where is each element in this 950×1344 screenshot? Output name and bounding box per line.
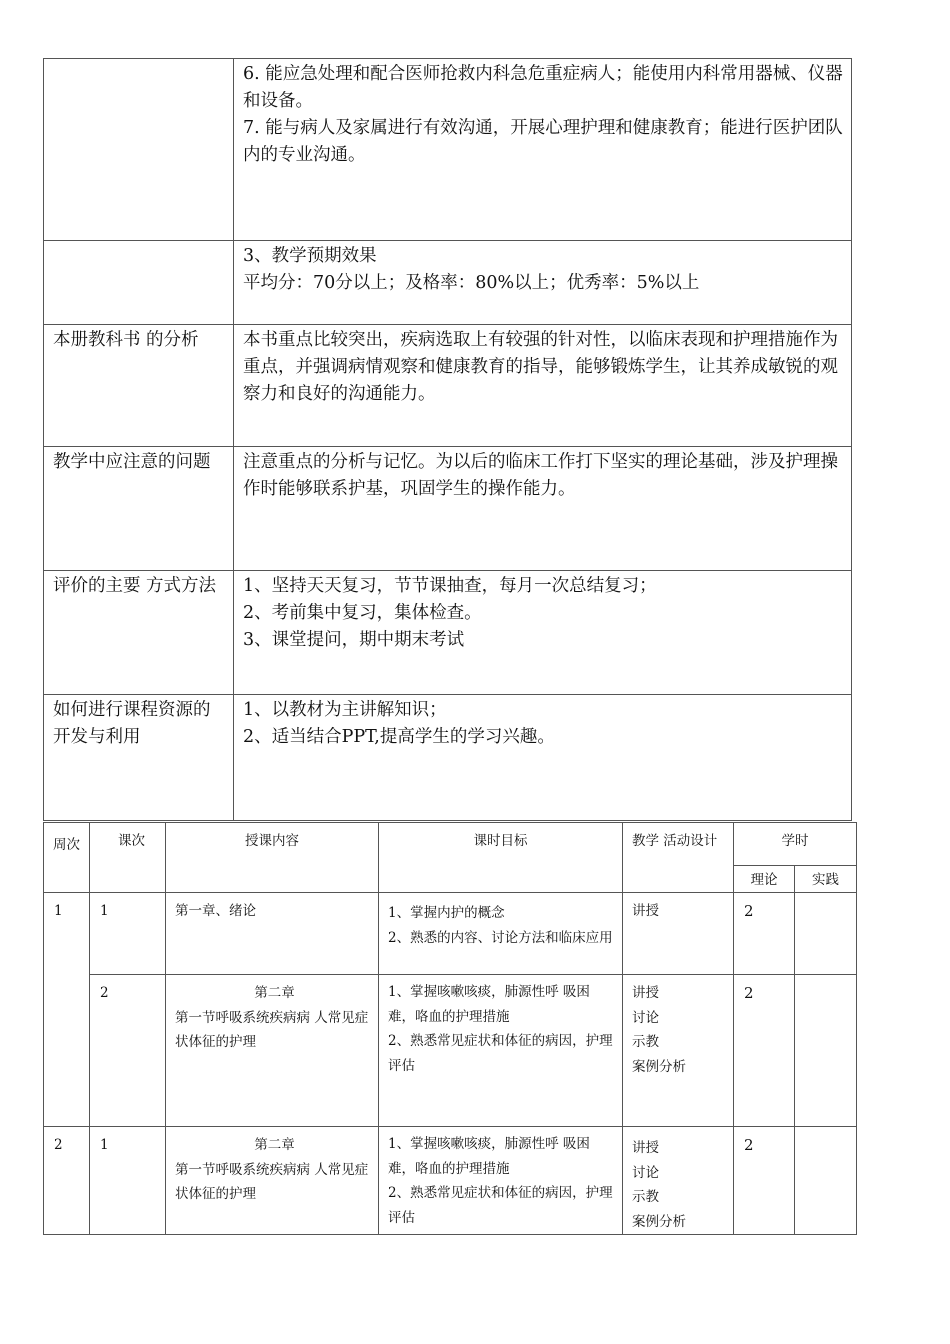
textbook-analysis-text: 本书重点比较突出，疾病选取上有较强的针对性，以临床表现和护理措施作为重点，并强调病情观察和健康教育的指导，能够锻炼学生，让其养成敏锐的观察力和良好的沟通能力。 (243, 330, 838, 404)
textbook-analysis-row (44, 325, 852, 447)
resources-item: 2、适当结合PPT,提高学生的学习兴趣。 (243, 727, 555, 747)
header-hours: 学时 (734, 823, 857, 866)
schedule-table (43, 822, 857, 1235)
expected-heading: 3、教学预期效果 (243, 246, 377, 266)
header-goal: 课时目标 (379, 823, 623, 893)
content-cell (166, 975, 379, 1127)
activity-cell (623, 1127, 734, 1235)
theory-hours-cell: 2 (734, 1127, 795, 1235)
textbook-analysis-cell (234, 325, 852, 447)
activity-line: 讲授 (632, 985, 659, 1001)
lesson-cell: 1 (90, 893, 166, 975)
resources-cell (234, 695, 852, 821)
teaching-notes-cell (234, 447, 852, 571)
teaching-notes-text: 注意重点的分析与记忆。为以后的临床工作打下坚实的理论基础，涉及护理操作时能够联系护基，巩固学生的操作能力。 (243, 452, 838, 499)
goal-line: 1、掌握咳嗽咳痰，肺源性呼 吸困难，咯血的护理措施 (388, 1136, 590, 1177)
goal-cell (379, 975, 623, 1127)
lesson-cell: 2 (90, 975, 166, 1127)
theory-hours-cell: 2 (734, 975, 795, 1127)
header-activity: 教学 活动设计 (623, 823, 734, 893)
activity-line: 讲授 (632, 903, 659, 919)
table-row (44, 975, 857, 1127)
objectives-cell (234, 59, 852, 241)
content-line: 第一节呼吸系统疾病病 人常见症状体征的护理 (175, 1161, 369, 1202)
content-cell (166, 1127, 379, 1235)
table-row (44, 1127, 857, 1235)
objective-item: 6. 能应急处理和配合医师抢救内科急危重症病人；能使用内科常用器械、仪器和设备。 (243, 64, 843, 111)
evaluation-cell (234, 571, 852, 695)
content-line: 第一章、绪论 (175, 903, 256, 919)
practice-hours-cell (795, 893, 857, 975)
expected-text: 平均分：70分以上；及格率：80%以上；优秀率：5%以上 (243, 273, 700, 293)
lesson-cell: 1 (90, 1127, 166, 1235)
objectives-row (44, 59, 852, 241)
evaluation-row (44, 571, 852, 695)
teaching-notes-label: 教学中应注意的问题 (44, 447, 234, 571)
content-line: 第一节呼吸系统疾病病 人常见症状体征的护理 (175, 1009, 369, 1050)
practice-hours-cell (795, 1127, 857, 1235)
resources-item: 1、以教材为主讲解知识； (243, 700, 447, 720)
resources-label: 如何进行课程资源的开发与利用 (44, 695, 234, 821)
activity-cell (623, 975, 734, 1127)
teaching-notes-row (44, 447, 852, 571)
goal-line: 2、熟悉常见症状和体征的病因，护理评估 (388, 1033, 613, 1074)
goal-line: 1、掌握内护的概念 (388, 905, 505, 921)
expected-row (44, 241, 852, 325)
theory-hours-cell: 2 (734, 893, 795, 975)
activity-line: 讨论 (632, 1164, 659, 1181)
evaluation-item: 3、课堂提问，期中期末考试 (243, 630, 465, 650)
goal-line: 1、掌握咳嗽咳痰，肺源性呼 吸困难，咯血的护理措施 (388, 984, 590, 1025)
schedule-header-row (44, 823, 857, 866)
activity-line: 案例分析 (632, 1213, 686, 1230)
table-row (44, 893, 857, 975)
header-practice: 实践 (795, 866, 857, 893)
goal-cell (379, 893, 623, 975)
objective-item: 7. 能与病人及家属进行有效沟通，开展心理护理和健康教育；能进行医护团队内的专业沟通。 (243, 118, 843, 165)
activity-line: 讨论 (632, 1009, 659, 1026)
activity-line: 示教 (632, 1034, 659, 1050)
content-cell (166, 893, 379, 975)
week-cell: 1 (44, 893, 90, 1127)
practice-hours-cell (795, 975, 857, 1127)
header-content: 授课内容 (166, 823, 379, 893)
activity-cell (623, 893, 734, 975)
content-line: 第二章 (254, 985, 295, 1001)
goal-line: 2、熟悉常见症状和体征的病因，护理评估 (388, 1185, 613, 1226)
header-week (44, 823, 90, 893)
activity-line: 案例分析 (632, 1058, 686, 1075)
resources-row (44, 695, 852, 821)
activity-line: 示教 (632, 1189, 659, 1205)
header-theory: 理论 (734, 866, 795, 893)
evaluation-item: 2、考前集中复习，集体检查。 (243, 603, 482, 623)
header-week-text: 周次 (53, 837, 80, 853)
header-lesson: 课次 (90, 823, 166, 893)
expected-cell (234, 241, 852, 325)
week-cell: 2 (44, 1127, 90, 1235)
expected-label-cell (44, 241, 234, 325)
plan-table (43, 58, 852, 821)
activity-line: 讲授 (632, 1140, 659, 1156)
goal-cell (379, 1127, 623, 1235)
objectives-label-cell (44, 59, 234, 241)
goal-line: 2、熟悉的内容、讨论方法和临床应用 (388, 929, 613, 946)
content-line: 第二章 (254, 1137, 295, 1153)
textbook-analysis-label: 本册教科书 的分析 (44, 325, 234, 447)
evaluation-item: 1、坚持天天复习，节节课抽查，每月一次总结复习； (243, 576, 657, 596)
evaluation-label: 评价的主要 方式方法 (44, 571, 234, 695)
